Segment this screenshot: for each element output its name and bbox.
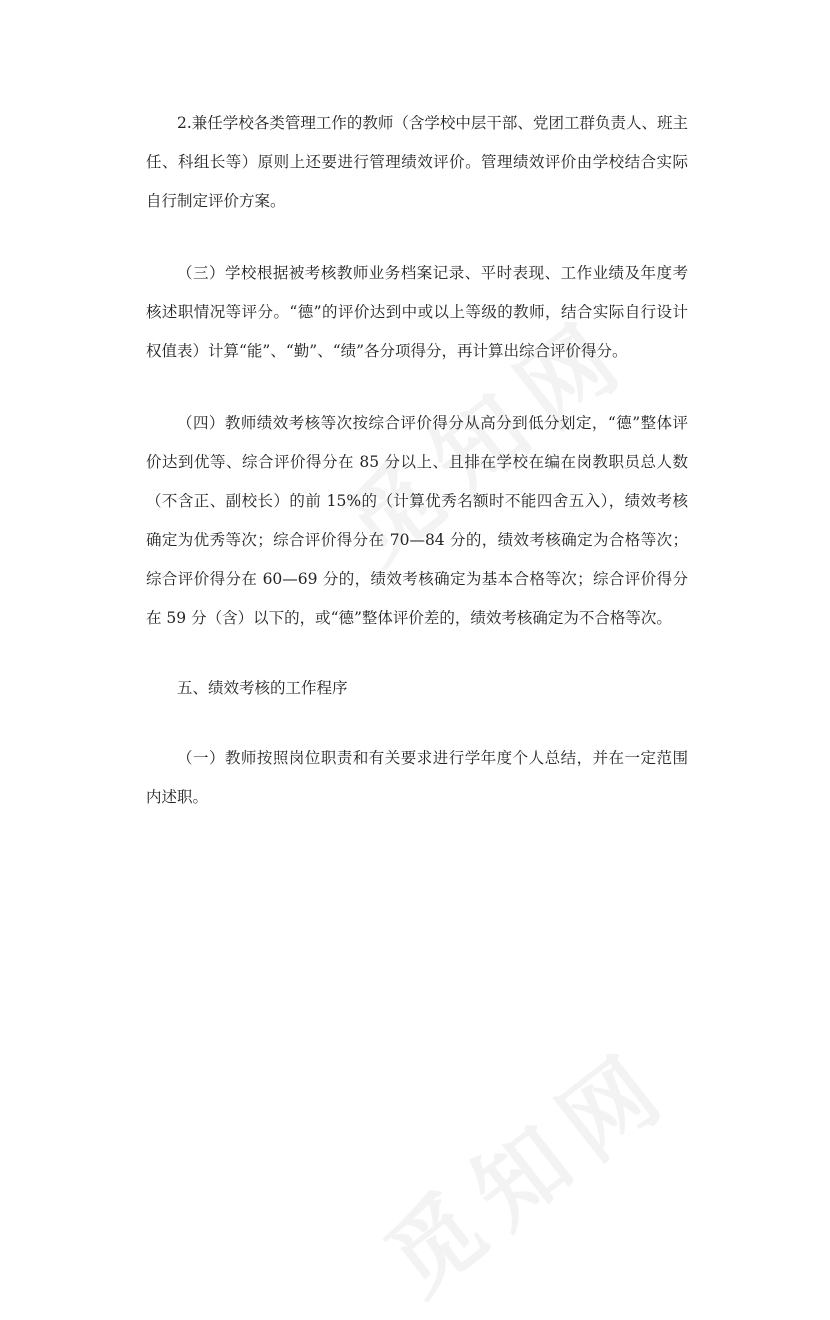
document-body [146, 104, 688, 817]
section-heading-five: 五、绩效考核的工作程序 [177, 679, 348, 697]
paragraph-management-evaluation: 2.兼任学校各类管理工作的教师（含学校中层干部、党团工群负责人、班主任、科组长等）原则上还要进行管理绩效评价。管理绩效评价由学校结合实际自行制定评价方案。 [146, 114, 688, 210]
watermark [354, 1012, 695, 1319]
paragraph-section-four: （四）教师绩效考核等次按综合评价得分从高分到低分划定，“德”整体评价达到优等、综合评价得分在 85 分以上、且排在学校在编在岗教职员总人数（不含正、副校长）的前 15%的（计算优秀名额时不能四舍五入），绩效考核确定为优秀等次；综合评价得分在 70—84 分的，绩效考核确定为合格等次；综合评价得分在 60—69 分的，绩效考核确定为基本合格等次；综合评价得分在 59 分（含）以下的，或“德”整体评价差的，绩效考核确定为不合格等次。 [146, 414, 688, 627]
paragraph-section-three: （三）学校根据被考核教师业务档案记录、平时表现、工作业绩及年度考核述职情况等评分。“德”的评价达到中或以上等级的教师，结合实际自行设计权值表）计算“能”、“勤”、“绩”各分项得分，再计算出综合评价得分。 [146, 264, 688, 360]
paragraph-section-one: （一）教师按照岗位职责和有关要求进行学年度个人总结，并在一定范围内述职。 [146, 749, 688, 806]
